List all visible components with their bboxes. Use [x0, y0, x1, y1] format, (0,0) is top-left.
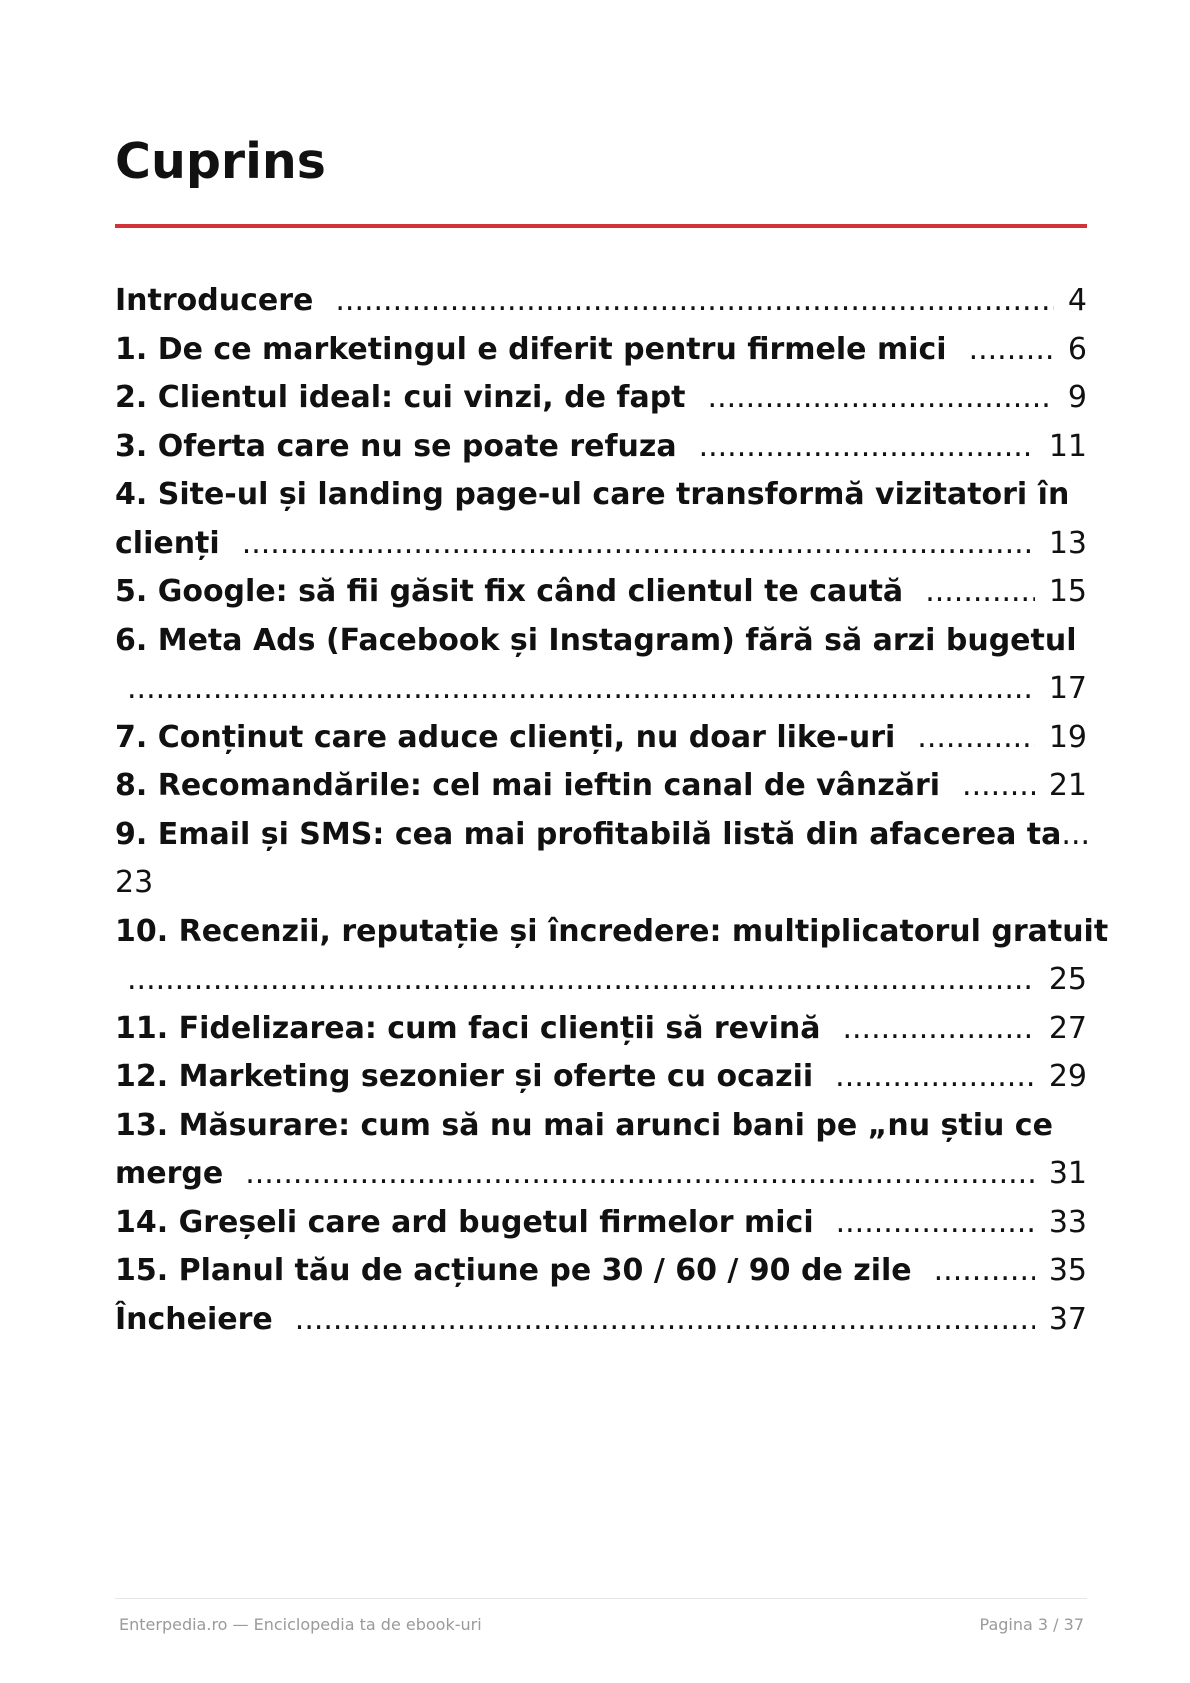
dot-leader: [934, 1247, 1035, 1296]
toc-entry-4[interactable]: [115, 471, 1087, 568]
toc-entry-7[interactable]: [115, 714, 1087, 763]
table-of-contents: [115, 277, 1109, 1344]
toc-entry-10[interactable]: [115, 908, 1109, 1005]
toc-entry-title: 12. Marketing sezonier și oferte cu ocazii: [115, 1059, 814, 1094]
dot-leader: [127, 956, 1035, 1005]
toc-entry-12[interactable]: [115, 1053, 1087, 1102]
dot-leader: [245, 1150, 1035, 1199]
toc-entry-title: 8. Recomandările: cel mai ieftin canal de vânzări: [115, 768, 941, 803]
toc-entry-14[interactable]: [115, 1199, 1087, 1248]
toc-entry-11[interactable]: [115, 1005, 1087, 1054]
toc-entry-title: 9. Email și SMS: cea mai profitabilă listă din afacerea ta: [115, 816, 1062, 852]
dot-leader: [295, 1296, 1035, 1345]
toc-page-number: 11: [1048, 428, 1087, 464]
toc-page-number: 25: [1048, 962, 1087, 997]
dot-leader: [708, 374, 1054, 423]
toc-entry-title: Încheiere: [115, 1301, 273, 1337]
dot-leader: [127, 665, 1035, 714]
dot-leader: [925, 568, 1035, 617]
toc-page-number: 37: [1048, 1301, 1087, 1337]
toc-page-number: 13: [1048, 525, 1087, 561]
dot-leader: [969, 326, 1054, 375]
toc-entry-15[interactable]: [115, 1247, 1087, 1296]
dot-leader: ...: [1061, 816, 1091, 852]
toc-entry-8[interactable]: [115, 762, 1087, 811]
toc-entry-title: 7. Conținut care aduce clienți, nu doar like-uri: [115, 719, 896, 755]
dot-leader: [335, 277, 1054, 326]
toc-entry-title: 5. Google: să fii găsit fix când clientul te caută: [115, 574, 904, 609]
toc-entry-title: 3. Oferta care nu se poate refuza: [115, 428, 677, 464]
toc-entry-title: 2. Clientul ideal: cui vinzi, de fapt: [115, 380, 686, 415]
toc-entry-9[interactable]: [115, 811, 1091, 908]
toc-entry-title: 10. Recenzii, reputație și încredere: multiplicatorul gratuit: [115, 913, 1109, 949]
toc-page-number: 15: [1048, 574, 1087, 609]
toc-page-number: 33: [1048, 1204, 1087, 1240]
toc-entry-title-line2: clienți: [115, 525, 220, 561]
toc-entry-title-line1: 4. Site-ul și landing page-ul care transformă vizitatori în: [115, 477, 1070, 512]
dot-leader: [962, 762, 1035, 811]
toc-page-number: 29: [1048, 1059, 1087, 1094]
dot-leader: [836, 1199, 1035, 1248]
toc-entry-2[interactable]: [115, 374, 1087, 423]
footer-page-number: Pagina 3 / 37: [979, 1615, 1084, 1634]
toc-entry-13[interactable]: [115, 1102, 1087, 1199]
toc-entry-title: 1. De ce marketingul e diferit pentru firmele mici: [115, 331, 947, 367]
toc-entry-title-line1: 13. Măsurare: cum să nu mai arunci bani pe „nu știu ce: [115, 1107, 1053, 1143]
toc-page-number: 9: [1067, 380, 1087, 415]
dot-leader: [835, 1053, 1035, 1102]
dot-leader: [917, 714, 1035, 763]
footer-site-credit: Enterpedia.ro — Enciclopedia ta de ebook-uri: [119, 1615, 482, 1634]
dot-leader: [842, 1005, 1034, 1054]
toc-entry-incheiere[interactable]: [115, 1296, 1087, 1345]
toc-page-number: 23: [115, 865, 154, 900]
toc-entry-1[interactable]: [115, 326, 1087, 375]
toc-entry-title: 15. Planul tău de acțiune pe 30 / 60 / 90 de zile: [115, 1253, 912, 1288]
toc-entry-5[interactable]: [115, 568, 1087, 617]
toc-entry-title: 11. Fidelizarea: cum faci clienții să revină: [115, 1010, 821, 1046]
toc-page-number: 31: [1048, 1156, 1087, 1191]
toc-page-number: 4: [1067, 283, 1087, 318]
dot-leader: [699, 423, 1035, 472]
toc-page-number: 17: [1048, 671, 1087, 706]
footer-divider: [115, 1598, 1087, 1599]
toc-entry-title: 6. Meta Ads (Facebook și Instagram) fără să arzi bugetul: [115, 622, 1077, 658]
toc-entry-3[interactable]: [115, 423, 1087, 472]
toc-page-number: 6: [1067, 331, 1087, 367]
toc-entry-introducere[interactable]: [115, 277, 1087, 326]
toc-entry-title-line2: merge: [115, 1156, 224, 1191]
toc-page-number: 21: [1048, 768, 1087, 803]
toc-page-number: 27: [1048, 1010, 1087, 1046]
toc-entry-6[interactable]: [115, 617, 1087, 714]
toc-page-number: 19: [1048, 719, 1087, 755]
title-divider: [115, 224, 1087, 228]
page-title: Cuprins: [115, 133, 326, 190]
toc-entry-title: Introducere: [115, 283, 314, 318]
toc-page-number: 35: [1048, 1253, 1087, 1288]
dot-leader: [242, 520, 1035, 569]
toc-entry-title: 14. Greșeli care ard bugetul firmelor mici: [115, 1204, 814, 1240]
